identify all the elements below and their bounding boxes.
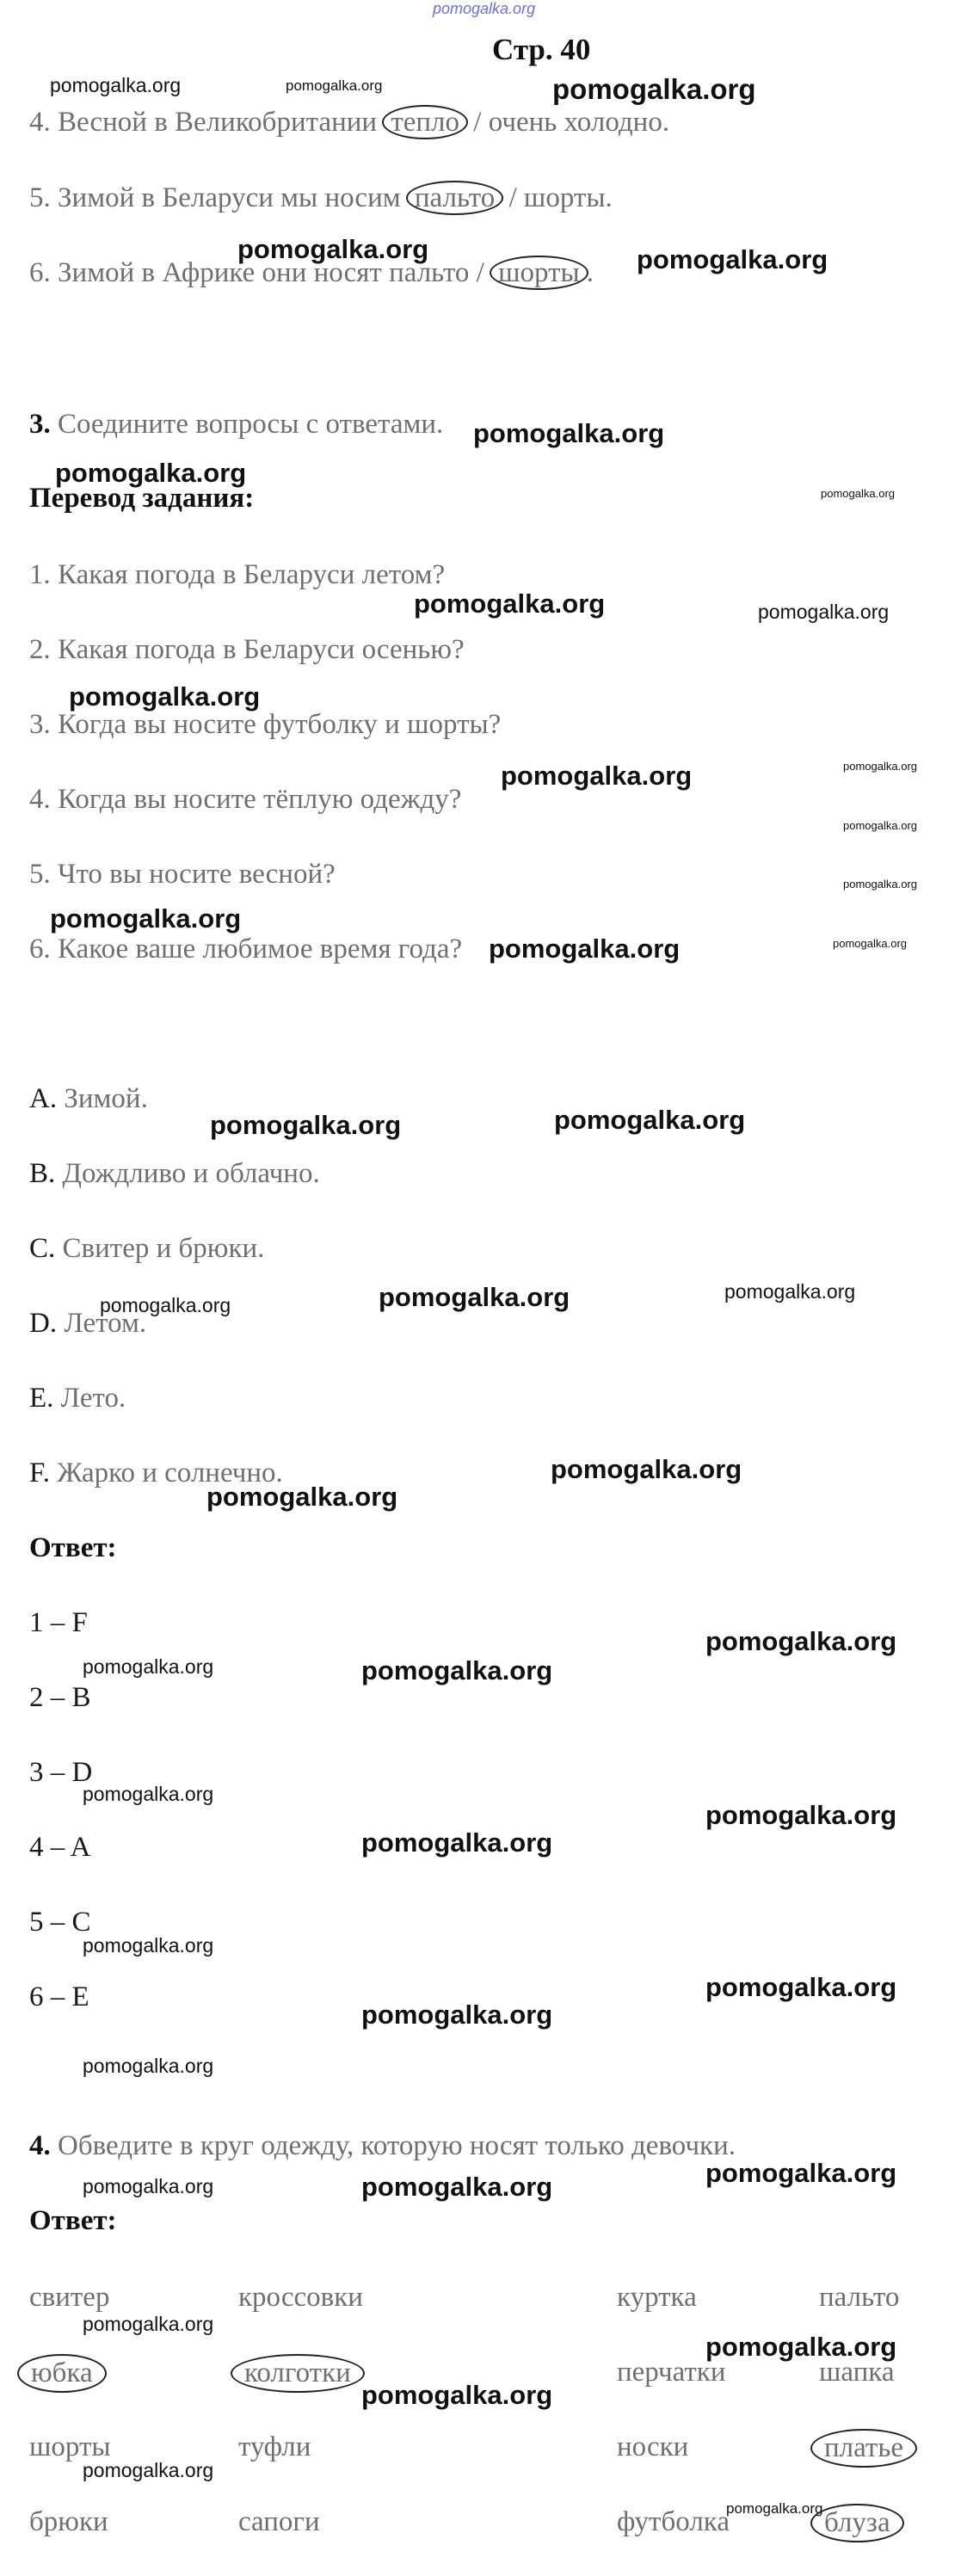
option-c-letter: C. (29, 1233, 56, 1264)
watermark: pomogalka.org (843, 760, 917, 773)
ex3-translation-heading: Перевод задания: (29, 483, 255, 514)
question-1: 1. Какая погода в Беларуси летом? (29, 559, 446, 590)
word-bryuki: брюки (29, 2506, 108, 2537)
option-d-text: Летом. (57, 1308, 147, 1339)
option-b (29, 1158, 320, 1190)
watermark: pomogalka.org (237, 234, 429, 264)
option-d-letter: D. (29, 1308, 58, 1339)
watermark: pomogalka.org (361, 2380, 553, 2410)
word-sviter: свитер (29, 2282, 110, 2313)
watermark: pomogalka.org (843, 878, 917, 891)
word-platye: платье (810, 2429, 917, 2468)
watermark: pomogalka.org (361, 1655, 553, 1685)
option-c-text: Свитер и брюки. (55, 1233, 265, 1264)
answer-pair-5: 5 – C (29, 1907, 91, 1938)
watermark: pomogalka.org (83, 1655, 214, 1678)
ex3-answer-heading: Ответ: (29, 1532, 117, 1563)
watermark: pomogalka.org (705, 1972, 897, 2002)
option-b-letter: B. (29, 1158, 56, 1189)
word-bluza: блуза (810, 2504, 904, 2542)
word-perchatki: перчатки (617, 2357, 726, 2388)
watermark: pomogalka.org (473, 418, 665, 448)
watermark: pomogalka.org (758, 601, 890, 623)
option-f-text: Жарко и солнечно. (49, 1457, 283, 1488)
watermark: pomogalka.org (83, 2459, 214, 2481)
page-title: Стр. 40 (492, 33, 591, 66)
ex2-line-4 (29, 107, 669, 139)
watermark: pomogalka.org (206, 1482, 398, 1512)
option-a-letter: A. (29, 1083, 58, 1114)
option-b-text: Дождливо и облачно. (55, 1158, 320, 1189)
answer-pair-4: 4 – A (29, 1832, 91, 1863)
option-c (29, 1233, 264, 1265)
watermark: pomogalka.org (100, 1294, 231, 1316)
watermark: pomogalka.org (83, 1783, 214, 1805)
watermark: pomogalka.org (821, 487, 895, 500)
top-watermark: pomogalka.org (433, 0, 536, 17)
watermark: pomogalka.org (705, 1800, 897, 1830)
question-2: 2. Какая погода в Беларуси осенью? (29, 634, 465, 665)
option-a-text: Зимой. (57, 1083, 148, 1114)
ex2-line-4-post: / очень холодно. (466, 107, 670, 138)
ex3-task (29, 409, 443, 441)
watermark: pomogalka.org (551, 1454, 742, 1484)
watermark: pomogalka.org (724, 1280, 856, 1303)
watermark: pomogalka.org (83, 2313, 214, 2335)
watermark: pomogalka.org (55, 458, 247, 488)
watermark: pomogalka.org (726, 2500, 823, 2517)
question-3: 3. Когда вы носите футболку и шорты? (29, 709, 502, 740)
watermark: pomogalka.org (286, 77, 383, 94)
watermark: pomogalka.org (361, 2000, 553, 2030)
question-4: 4. Когда вы носите тёплую одежду? (29, 784, 462, 815)
ex4-task-text: Обведите в круг одежду, которую носят только девочки. (50, 2130, 736, 2161)
watermark: pomogalka.org (210, 1110, 402, 1140)
watermark: pomogalka.org (361, 1827, 553, 1858)
word-noski: носки (617, 2431, 689, 2462)
answer-pair-6: 6 – E (29, 1981, 89, 2012)
watermark: pomogalka.org (83, 1934, 214, 1957)
watermark: pomogalka.org (637, 244, 828, 274)
option-f-letter: F. (29, 1457, 50, 1488)
question-5: 5. Что вы носите весной? (29, 859, 336, 890)
ex3-task-text: Соедините вопросы с ответами. (50, 409, 444, 440)
watermark: pomogalka.org (69, 681, 261, 712)
ex2-line-6-pre: 6. Зимой в Африке они носят пальто / (29, 257, 492, 288)
word-tufli: туфли (238, 2431, 311, 2462)
watermark: pomogalka.org (705, 1626, 897, 1656)
watermark: pomogalka.org (552, 73, 756, 105)
watermark: pomogalka.org (489, 934, 681, 964)
option-a (29, 1083, 148, 1115)
watermark: pomogalka.org (705, 2332, 897, 2362)
watermark: pomogalka.org (414, 589, 606, 619)
ex2-line-4-pre: 4. Весной в Великобритании (29, 107, 385, 138)
word-sapogi: сапоги (238, 2506, 320, 2537)
ex2-line-5-circled: пальто (406, 181, 503, 215)
ex2-line-6-circled: шорты (490, 256, 588, 290)
answer-pair-2: 2 – B (29, 1682, 91, 1713)
option-e (29, 1383, 126, 1414)
watermark: pomogalka.org (83, 2175, 214, 2197)
word-kurtka: куртка (617, 2282, 697, 2313)
ex4-answer-heading: Ответ: (29, 2205, 117, 2236)
ex4-task (29, 2130, 736, 2162)
word-shorty: шорты (29, 2431, 111, 2462)
watermark: pomogalka.org (554, 1105, 746, 1135)
watermark: pomogalka.org (83, 2055, 214, 2077)
watermark: pomogalka.org (50, 903, 242, 934)
watermark: pomogalka.org (50, 74, 182, 96)
ex2-line-5 (29, 182, 613, 214)
watermark: pomogalka.org (379, 1282, 570, 1312)
watermark: pomogalka.org (705, 2158, 897, 2188)
word-krossovki: кроссовки (238, 2282, 363, 2313)
ex2-line-5-post: / шорты. (502, 182, 613, 213)
ex2-line-6-post: . (586, 257, 594, 288)
watermark: pomogalka.org (361, 2172, 553, 2202)
ex3-number: 3. (29, 409, 51, 440)
ex4-number: 4. (29, 2130, 51, 2161)
answer-pair-3: 3 – D (29, 1757, 93, 1788)
watermark: pomogalka.org (843, 819, 917, 832)
word-palto: пальто (819, 2282, 900, 2313)
word-futbolka: футболка (617, 2506, 730, 2537)
ex2-line-4-circled: тепло (382, 105, 468, 139)
answer-pair-1: 1 – F (29, 1607, 88, 1638)
question-6: 6. Какое ваше любимое время года? (29, 934, 463, 964)
ex2-line-5-pre: 5. Зимой в Беларуси мы носим (29, 182, 408, 213)
word-yubka: юбка (17, 2354, 107, 2393)
watermark: pomogalka.org (501, 761, 693, 791)
option-e-text: Лето. (53, 1383, 126, 1414)
word-kolgotki: колготки (231, 2354, 365, 2393)
word-shapka: шапка (819, 2357, 895, 2388)
option-e-letter: E. (29, 1383, 54, 1414)
watermark: pomogalka.org (833, 937, 907, 950)
